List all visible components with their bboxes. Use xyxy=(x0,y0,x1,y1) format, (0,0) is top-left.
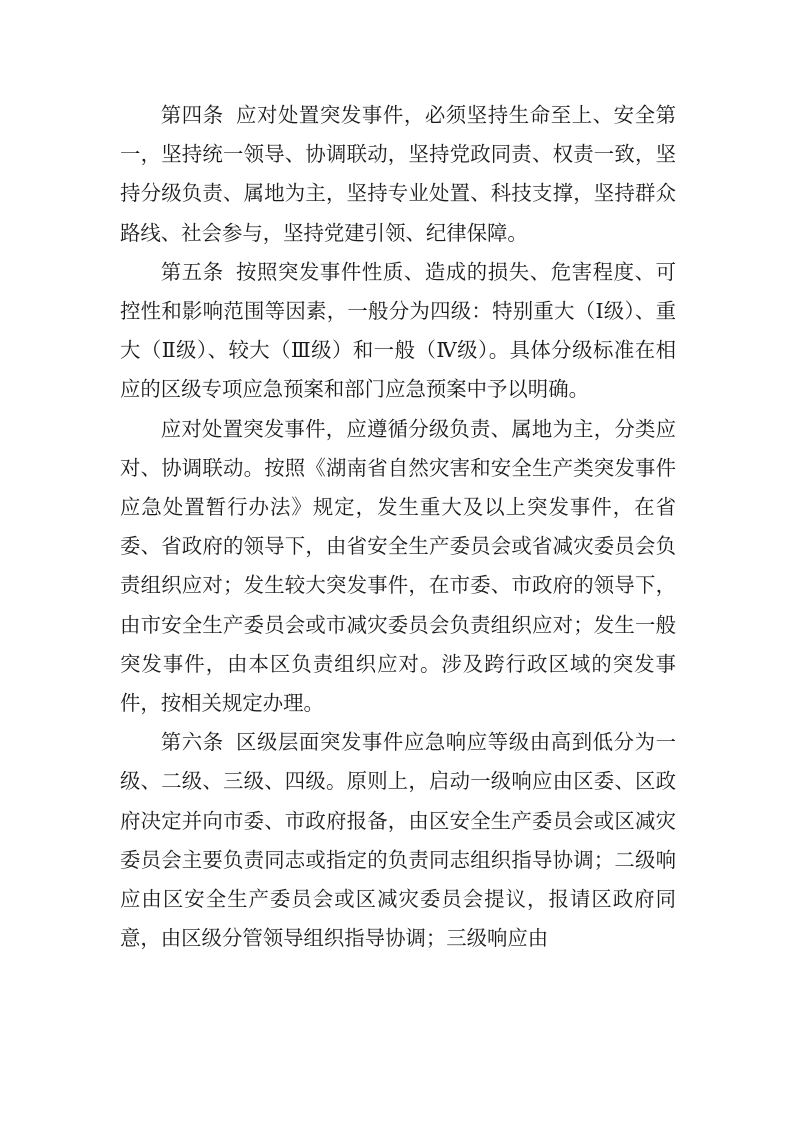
article-5-paragraph xyxy=(120,253,676,410)
article-label: 第六条 xyxy=(160,730,224,755)
paragraph-text: 按照突发事件性质、造成的损失、危害程度、可控性和影响范围等因素，一般分为四级：特别重大（Ⅰ级）、重大（Ⅱ级）、较大（Ⅲ级）和一般（Ⅳ级）。具体分级标准在相应的区级专项应急预案和部门应急预案中予以明确。 xyxy=(120,259,677,402)
article-6-paragraph xyxy=(120,723,676,958)
article-4-paragraph xyxy=(120,96,676,253)
paragraph-text: 应对处置突发事件，应遵循分级负责、属地为主，分类应对、协调联动。按照《湖南省自然灾害和安全生产类突发事件应急处置暂行办法》规定，发生重大及以上突发事件，在省委、省政府的领导下，由省安全生产委员会或省减灾委员会负责组织应对；发生较大突发事件，在市委、市政府的领导下，由市安全生产委员会或市减灾委员会负责组织应对；发生一般突发事件，由本区负责组织应对。涉及跨行政区域的突发事件，按相关规定办理。 xyxy=(120,416,676,716)
response-principle-paragraph xyxy=(120,410,676,724)
paragraph-text: 应对处置突发事件，必须坚持生命至上、安全第一，坚持统一领导、协调联动，坚持党政同责、权责一致，坚持分级负责、属地为主，坚持专业处置、科技支撑，坚持群众路线、社会参与，坚持党建引领、纪律保障。 xyxy=(120,103,677,245)
document-body xyxy=(120,96,676,958)
paragraph-text: 区级层面突发事件应急响应等级由高到低分为一级、二级、三级、四级。原则上，启动一级响应由区委、区政府决定并向市委、市政府报备，由区安全生产委员会或区减灾委员会主要负责同志或指定的负责同志组织指导协调；二级响应由区安全生产委员会或区减灾委员会提议，报请区政府同意，由区级分管领导组织指导协调；三级响应由 xyxy=(120,730,677,951)
article-label: 第五条 xyxy=(160,259,224,284)
article-label: 第四条 xyxy=(160,103,224,127)
